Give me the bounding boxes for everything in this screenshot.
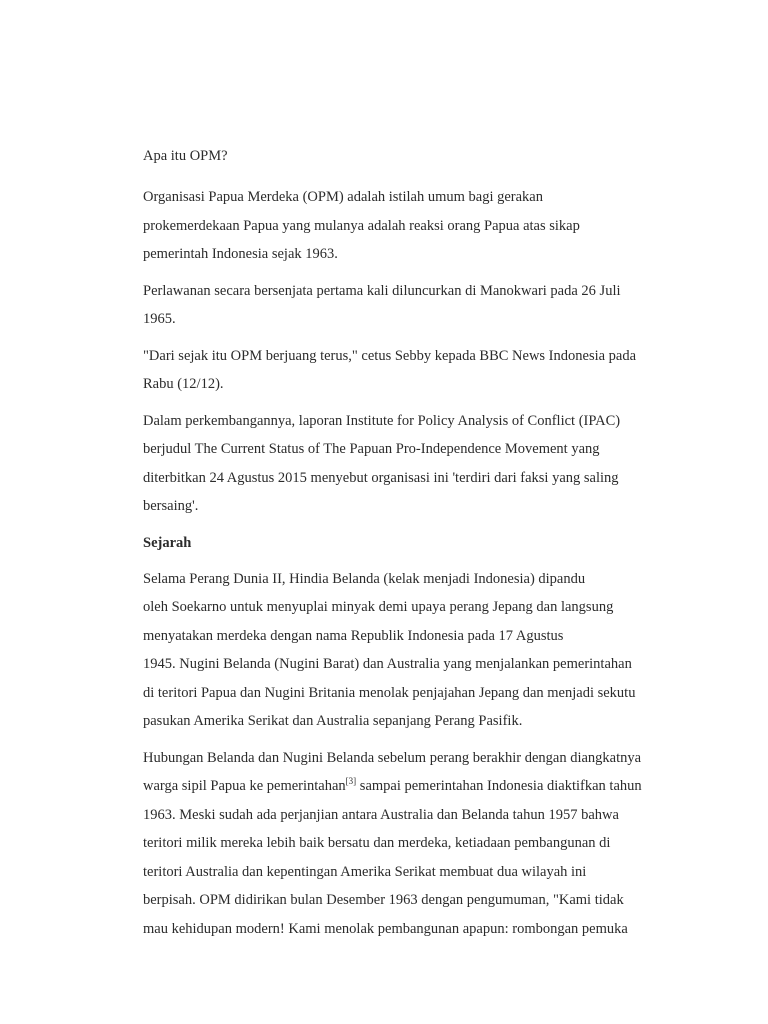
paragraph-armed-resistance <box>143 277 663 334</box>
text-line: "Dari sejak itu OPM berjuang terus," cetus Sebby kepada BBC News Indonesia pada <box>143 347 637 364</box>
text-line: diterbitkan 24 Agustus 2015 menyebut organisasi ini 'terdiri dari faksi yang saling <box>143 469 619 486</box>
paragraph-ww2-history <box>143 565 663 736</box>
text-line: pemerintah Indonesia sejak 1963. <box>143 246 338 262</box>
section-heading-sejarah: Sejarah <box>143 534 192 551</box>
document-page <box>143 146 663 951</box>
text-line: berjudul The Current Status of The Papuan Pro-Independence Movement yang <box>143 441 600 457</box>
text-line: di teritori Papua dan Nugini Britania menolak penjajahan Jepang dan menjadi sekutu <box>143 684 636 701</box>
text-line: menyatakan merdeka dengan nama Republik Indonesia pada 17 Agustus <box>143 627 564 644</box>
text-line: pasukan Amerika Serikat dan Australia sepanjang Perang Pasifik. <box>143 713 523 729</box>
text-line: Perlawanan secara bersenjata pertama kali diluncurkan di Manokwari pada 26 Juli <box>143 282 621 299</box>
paragraph-ipac-report <box>143 407 663 521</box>
document-title: Apa itu OPM? <box>143 148 228 164</box>
text-line: 1963. Meski sudah ada perjanjian antara Australia dan Belanda tahun 1957 bahwa <box>143 806 619 823</box>
text-line: 1965. <box>143 311 176 327</box>
paragraph-opm-definition <box>143 183 663 269</box>
text-line: berpisah. OPM didirikan bulan Desember 1963 dengan pengumuman, "Kami tidak <box>143 892 624 908</box>
paragraph-quote-sebby <box>143 342 663 399</box>
text-segment: warga sipil Papua ke pemerintahan <box>143 778 346 794</box>
text-line: mau kehidupan modern! Kami menolak pembangunan apapun: rombongan pemuka <box>143 920 628 937</box>
text-line: prokemerdekaan Papua yang mulanya adalah reaksi orang Papua atas sikap <box>143 217 580 234</box>
text-line: Hubungan Belanda dan Nugini Belanda sebelum perang berakhir dengan diangkatnya <box>143 749 642 766</box>
text-line: teritori Australia dan kepentingan Amerika Serikat membuat dua wilayah ini <box>143 863 587 880</box>
text-line: Rabu (12/12). <box>143 376 224 392</box>
paragraph-dutch-relations <box>143 744 663 944</box>
text-segment: sampai pemerintahan Indonesia diaktifkan tahun <box>356 778 642 794</box>
text-line: Organisasi Papua Merdeka (OPM) adalah istilah umum bagi gerakan <box>143 189 543 205</box>
text-line: bersaing'. <box>143 498 199 514</box>
text-line: teritori milik mereka lebih baik bersatu dan merdeka, ketiadaan pembangunan di <box>143 835 611 851</box>
text-line-with-footnote <box>143 772 663 801</box>
text-line: oleh Soekarno untuk menyuplai minyak demi upaya perang Jepang dan langsung <box>143 599 614 615</box>
text-line: Dalam perkembangannya, laporan Institute for Policy Analysis of Conflict (IPAC) <box>143 412 621 429</box>
text-line: 1945. Nugini Belanda (Nugini Barat) dan Australia yang menjalankan pemerintahan <box>143 656 632 672</box>
text-line: Selama Perang Dunia II, Hindia Belanda (kelak menjadi Indonesia) dipandu <box>143 570 586 587</box>
footnote-reference[interactable]: [3] <box>345 776 357 787</box>
